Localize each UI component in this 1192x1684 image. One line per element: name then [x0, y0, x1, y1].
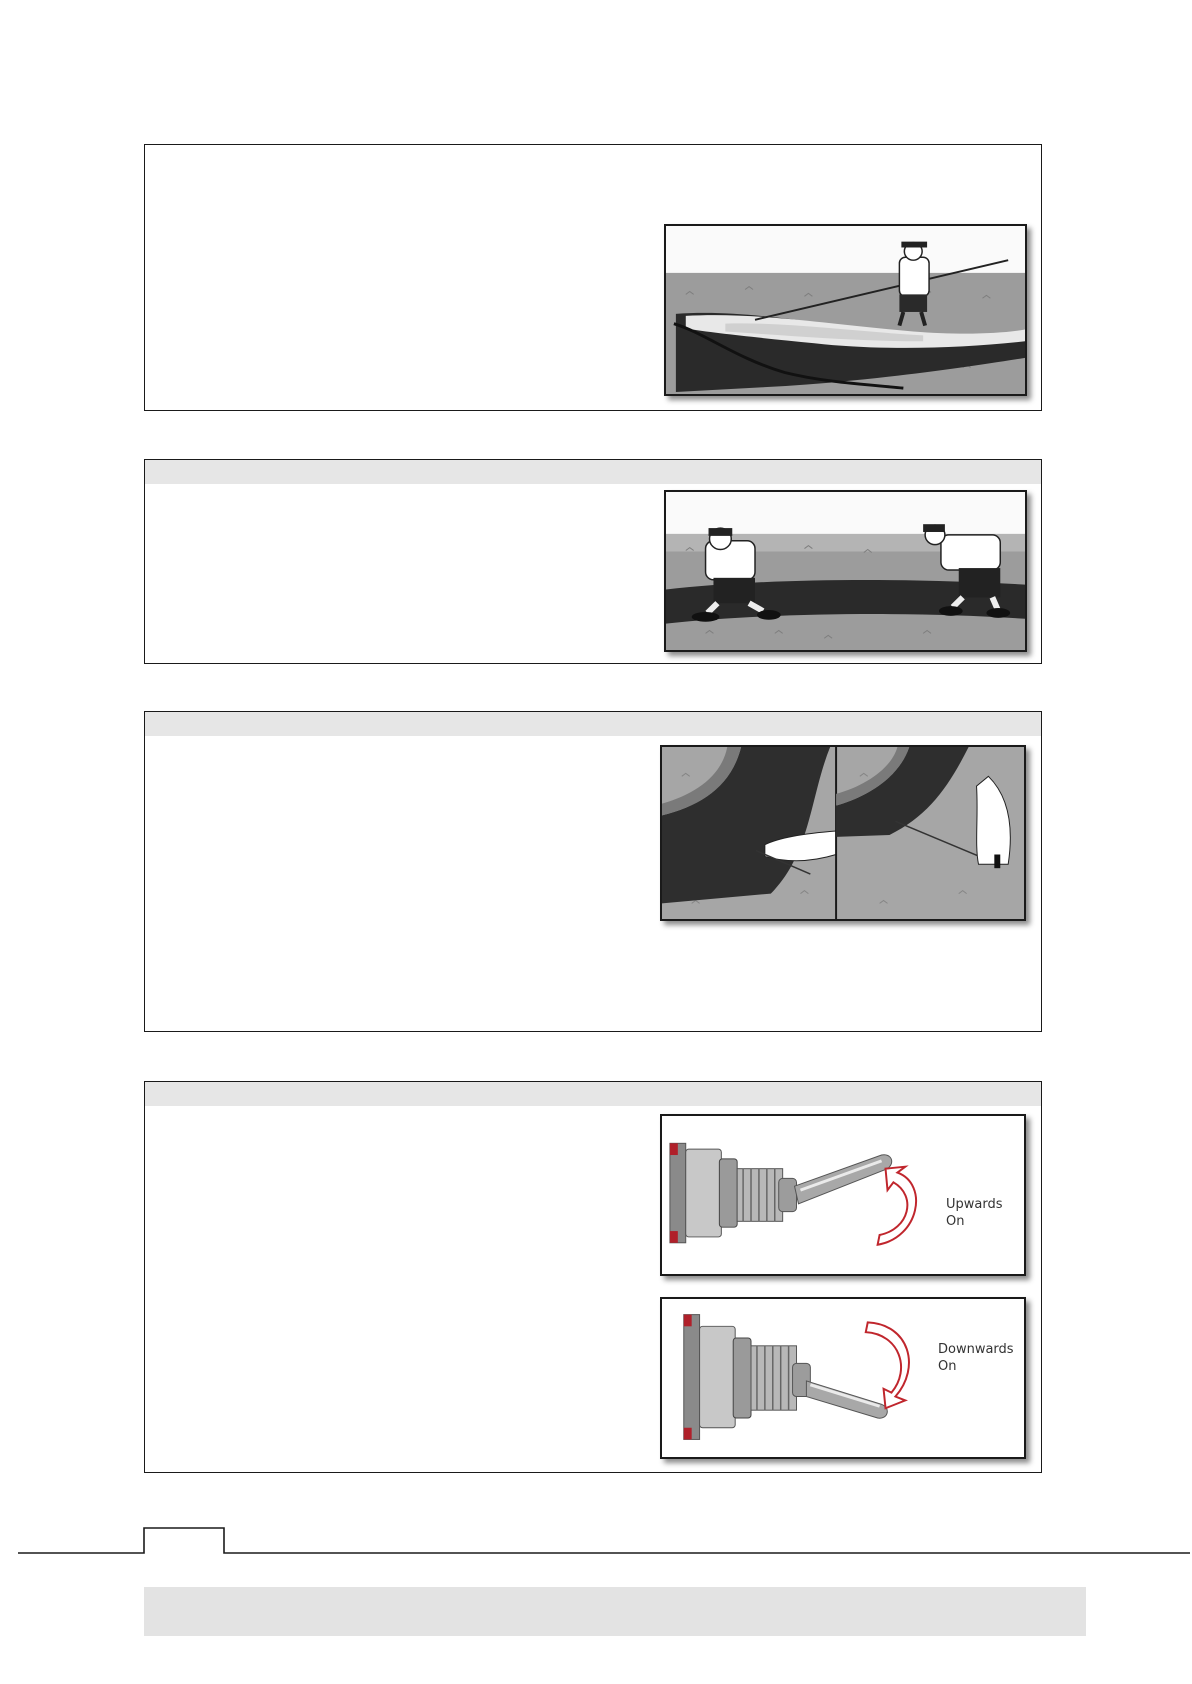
on-text: On	[946, 1214, 965, 1229]
figure-two-people-liner	[664, 490, 1027, 652]
footer-bar	[144, 1587, 1086, 1636]
figure-switch-downwards	[660, 1297, 1026, 1459]
on-text: On	[938, 1359, 957, 1374]
step-box-4	[144, 1081, 1042, 1473]
figure-pole-push-liner	[664, 224, 1027, 396]
step-header-4	[145, 1082, 1041, 1106]
figure-switch-upwards	[660, 1114, 1026, 1276]
step-box-3	[144, 711, 1042, 1032]
step-header-3	[145, 712, 1041, 736]
upwards-text: Upwards	[946, 1197, 1003, 1212]
step-box-2	[144, 459, 1042, 664]
figure-staking-liner	[660, 745, 1026, 921]
footer-rule	[0, 1524, 1192, 1554]
step-box-1	[144, 144, 1042, 411]
upwards-on-label	[946, 1196, 1003, 1230]
step-header-2	[145, 460, 1041, 484]
downwards-on-label	[938, 1341, 1014, 1375]
downwards-text: Downwards	[938, 1342, 1014, 1357]
